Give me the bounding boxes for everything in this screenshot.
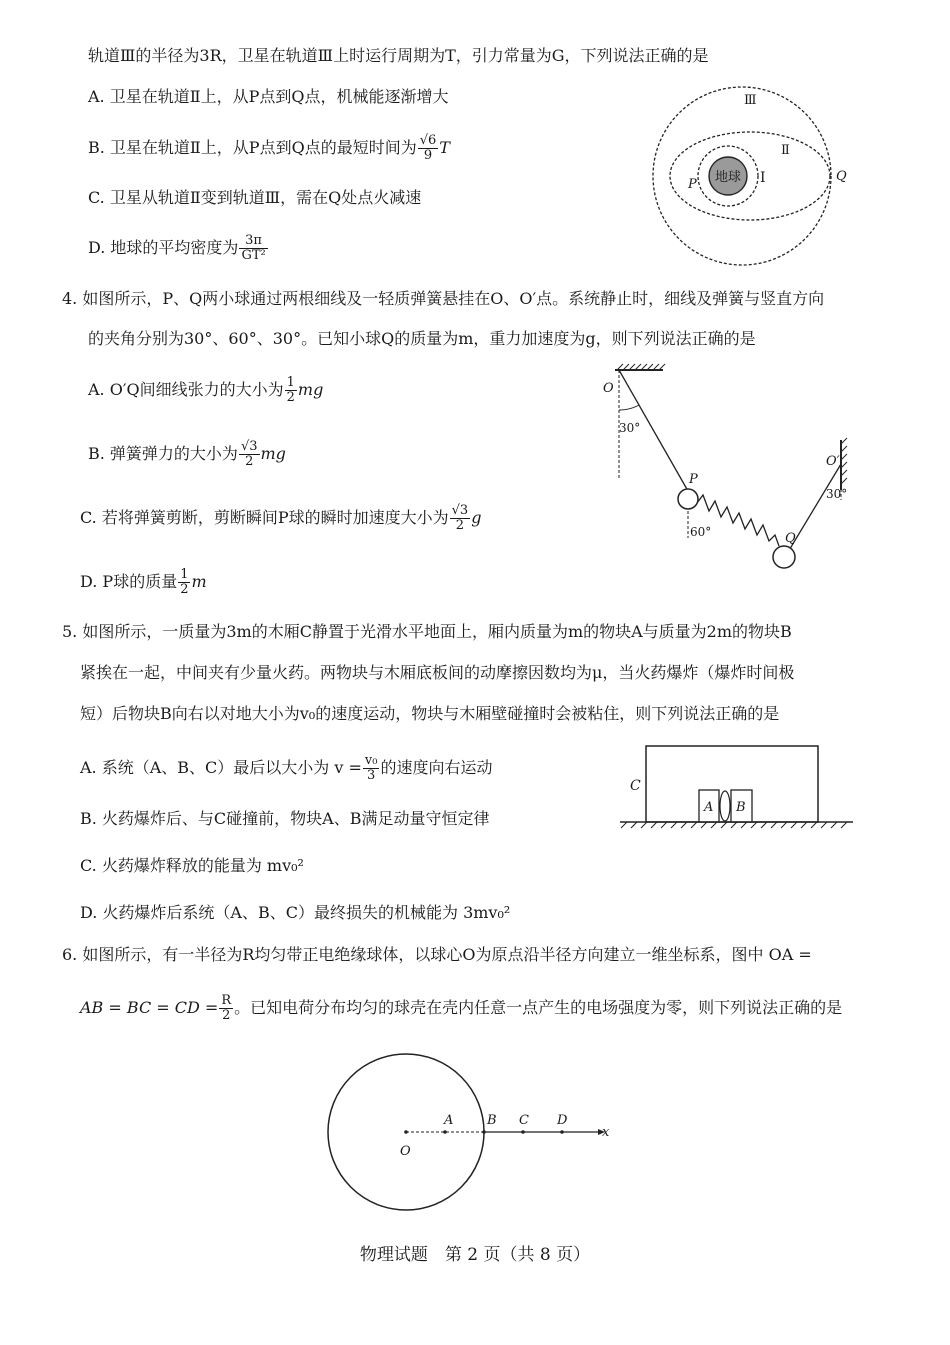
- point-d-label: D: [557, 1113, 568, 1128]
- ball-q: [773, 546, 795, 568]
- q4-option-a-num: 1: [286, 375, 295, 390]
- q4-option-d-den: 2: [180, 582, 189, 597]
- box-c-label: C: [630, 778, 641, 794]
- point-b-label: B: [487, 1113, 497, 1128]
- q5-option-a-num: v₀: [364, 753, 378, 768]
- q6-stem-line-2-eq: AB = BC = CD =: [80, 998, 219, 1017]
- q5-option-a-fraction: [363, 754, 380, 783]
- q6-stem-fraction: [219, 994, 233, 1023]
- q3-option-b: [88, 130, 450, 166]
- q4-option-c-num: √3: [451, 503, 469, 518]
- page-footer: 物理试题 第 2 页（共 8 页）: [359, 1245, 591, 1265]
- q5-option-a: [80, 750, 492, 786]
- point-o-label: O: [603, 381, 614, 396]
- q4-option-b: [88, 436, 286, 472]
- q4-option-c-fraction: [450, 504, 471, 533]
- q4-option-d-text: D. P球的质量: [80, 572, 178, 591]
- q6-stem-num: R: [221, 993, 232, 1008]
- q4-stem-line-2: 的夹角分别为30°、60°、30°。已知小球Q的质量为m，重力加速度为g，则下列说法正确的是: [88, 329, 756, 348]
- q4-option-a-den: 2: [286, 390, 295, 405]
- q5-stem-line-1: 5. 如图所示，一质量为3m的木厢C静置于光滑水平地面上，厢内质量为m的物块A与质量为2m的物块B: [62, 622, 792, 641]
- q4-option-c: [80, 500, 481, 536]
- earth-label: 地球: [715, 170, 742, 185]
- q4-option-d-num: 1: [180, 567, 189, 582]
- point-q-label: Q: [836, 169, 847, 184]
- q6-stem-den: 2: [222, 1008, 231, 1023]
- q4-stem-line-1: 4. 如图所示，P、Q两小球通过两根细线及一轻质弹簧悬挂在O、O′点。系统静止时，细线及弹簧与竖直方向: [62, 289, 825, 308]
- q6-stem-line-2: [80, 990, 842, 1026]
- q4-option-d: [80, 564, 207, 600]
- point-c-label: C: [519, 1113, 529, 1128]
- q3-option-b-num: √6: [419, 133, 437, 148]
- q3-option-c: C. 卫星从轨道Ⅱ变到轨道Ⅲ，需在Q处点火减速: [88, 188, 422, 207]
- q3-option-d-text: D. 地球的平均密度为: [88, 238, 239, 257]
- q4-option-b-num: √3: [240, 439, 258, 454]
- q3-option-d: [88, 230, 269, 266]
- q5-option-b: B. 火药爆炸后、与C碰撞前，物块A、B满足动量守恒定律: [80, 809, 490, 828]
- q5-option-a-text: A. 系统（A、B、C）最后以大小为 v =: [80, 758, 362, 777]
- orbit-iii-label: Ⅲ: [744, 93, 757, 108]
- angle-30b-label: 30°: [826, 487, 848, 501]
- block-a-label: A: [704, 800, 714, 815]
- q3-option-d-num: 3π: [239, 234, 267, 249]
- q4-option-b-post: mg: [260, 444, 286, 463]
- q3-option-d-fraction: [239, 234, 267, 263]
- point-a-label: A: [444, 1113, 454, 1128]
- orbit-ii: [670, 132, 830, 220]
- q5-option-a-den: 3: [367, 768, 376, 783]
- ball-q-label: Q: [785, 531, 796, 546]
- q5-option-d: D. 火药爆炸后系统（A、B、C）最终损失的机械能为 3mv₀²: [80, 903, 511, 922]
- q3-option-b-text: B. 卫星在轨道Ⅱ上，从P点到Q点的最短时间为: [88, 138, 417, 157]
- q4-option-a-fraction: [285, 376, 297, 405]
- q5-box-figure: [615, 740, 860, 835]
- q3-option-b-post: T: [439, 138, 450, 157]
- q4-option-c-post: g: [471, 508, 482, 527]
- q6-sphere-figure: [320, 1055, 620, 1215]
- angle-30-label: 30°: [619, 421, 641, 435]
- q5-stem-line-3: 短）后物块B向右以对地大小为v₀的速度运动，物块与木厢壁碰撞时会被粘住，则下列说法正确的是: [80, 704, 780, 723]
- q4-option-d-fraction: [178, 568, 190, 597]
- q6-stem-line-1: 6. 如图所示，有一半径为R均匀带正电绝缘球体，以球心O为原点沿半径方向建立一维坐标系，图中 OA =: [62, 945, 812, 964]
- ball-p: [678, 489, 698, 509]
- angle-60-label: 60°: [690, 525, 712, 539]
- point-o: [404, 1130, 408, 1134]
- point-o-label: O: [400, 1144, 411, 1159]
- q3-option-a: A. 卫星在轨道Ⅱ上，从P点到Q点，机械能逐渐增大: [88, 87, 449, 106]
- q3-option-d-den: GT²: [241, 248, 266, 263]
- q6-stem-line-2-text: 。已知电荷分布均匀的球壳在壳内任意一点产生的电场强度为零，则下列说法正确的是: [234, 998, 843, 1017]
- gunpowder: [720, 791, 730, 821]
- q4-option-b-text: B. 弹簧弹力的大小为: [88, 444, 238, 463]
- q3-option-b-den: 9: [423, 148, 433, 163]
- q3-orbit-figure: [640, 80, 850, 280]
- q4-option-b-den: 2: [245, 454, 254, 469]
- point-o2-label: O′: [826, 454, 840, 469]
- point-d: [560, 1130, 564, 1134]
- q4-option-a-post: mg: [297, 380, 324, 399]
- orbit-ii-label: Ⅱ: [781, 143, 790, 158]
- angle-30-arc: [619, 405, 639, 410]
- q4-option-c-text: C. 若将弹簧剪断，剪断瞬间P球的瞬时加速度大小为: [80, 508, 449, 527]
- q4-option-a-text: A. O′Q间细线张力的大小为: [88, 380, 284, 399]
- q4-option-b-fraction: [239, 440, 260, 469]
- ball-p-label: P: [689, 472, 698, 487]
- block-b-label: B: [736, 800, 746, 815]
- point-p-label: P: [688, 177, 697, 192]
- q5-option-a-post: 的速度向右运动: [380, 758, 493, 777]
- q4-option-d-post: m: [191, 572, 207, 591]
- point-b: [482, 1130, 486, 1134]
- q5-option-c: C. 火药爆炸释放的能量为 mv₀²: [80, 856, 304, 875]
- q3-stem-tail: 轨道Ⅲ的半径为3R，卫星在轨道Ⅲ上时运行周期为T，引力常量为G，下列说法正确的是: [88, 46, 709, 65]
- orbit-i-label: Ⅰ: [760, 170, 766, 186]
- q3-option-b-fraction: [418, 134, 439, 163]
- q4-spring-figure: [585, 360, 865, 580]
- q4-option-a: [88, 372, 323, 408]
- q4-option-c-den: 2: [455, 518, 465, 533]
- point-a: [443, 1130, 447, 1134]
- point-c: [521, 1130, 525, 1134]
- q5-stem-line-2: 紧挨在一起，中间夹有少量火药。两物块与木厢底板间的动摩擦因数均为μ，当火药爆炸（爆炸时间极: [80, 663, 795, 682]
- ground-hatch: [621, 822, 847, 828]
- x-axis-label: x: [602, 1125, 610, 1140]
